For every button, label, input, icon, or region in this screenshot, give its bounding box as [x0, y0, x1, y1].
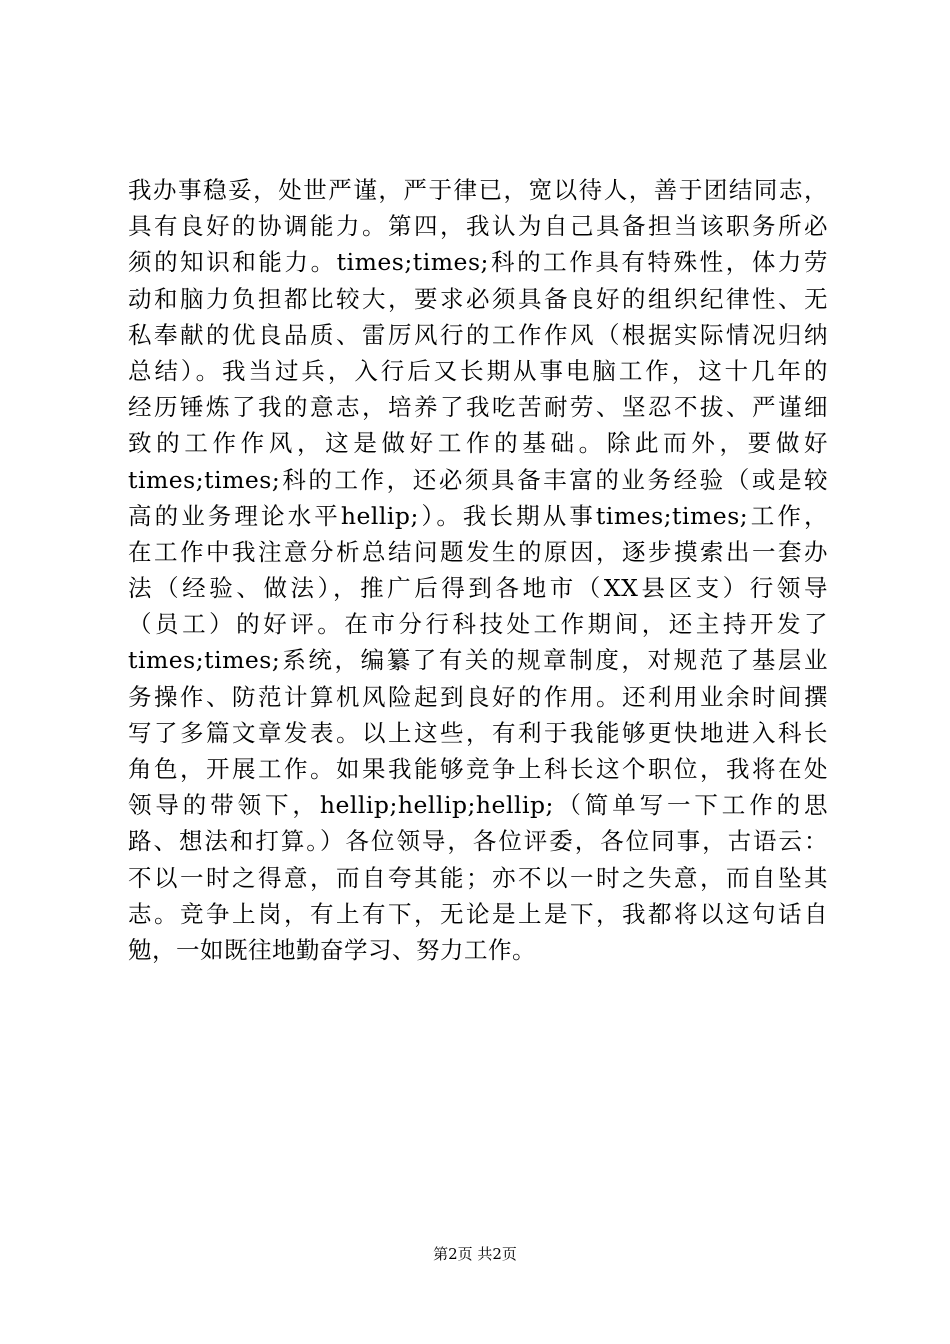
text-line-10: 高的业务理论水平hellip;）。我长期从事times;times;工作， [128, 501, 828, 530]
text-line-20: 不以一时之得意，而自夸其能；亦不以一时之失意，而自坠其 [128, 863, 828, 892]
text-line-17: 角色，开展工作。如果我能够竞争上科长这个职位，我将在处 [128, 755, 828, 783]
page-number: 第2页 共2页 [433, 1245, 517, 1263]
page-footer [0, 1243, 950, 1265]
text-line-12: 法（经验、做法），推广后得到各地市（XX县区支）行领导 [128, 574, 828, 603]
text-line-15: 务操作、防范计算机风险起到良好的作用。还利用业余时间撰 [128, 682, 828, 711]
text-line-13: （员工）的好评。在市分行科技处工作期间，还主持开发了 [128, 610, 828, 639]
text-line-4: 动和脑力负担都比较大，要求必须具备良好的组织纪律性、无 [128, 284, 828, 313]
text-line-2: 具有良好的协调能力。第四，我认为自己具备担当该职务所必 [128, 212, 828, 241]
text-line-1: 我办事稳妥，处世严谨，严于律已，宽以待人，善于团结同志， [128, 176, 828, 204]
text-line-18: 领导的带领下，hellip;hellip;hellip;（简单写一下工作的思 [128, 791, 828, 820]
text-line-14: times;times;系统，编纂了有关的规章制度，对规范了基层业 [128, 646, 828, 675]
text-line-6: 总结）。我当过兵，入行后又长期从事电脑工作，这十几年的 [128, 356, 828, 385]
text-line-11: 在工作中我注意分析总结问题发生的原因，逐步摸索出一套办 [128, 537, 828, 566]
text-line-19: 路、想法和打算。）各位领导，各位评委，各位同事，古语云： [128, 827, 828, 856]
text-line-7: 经历锤炼了我的意志，培养了我吃苦耐劳、坚忍不拔、严谨细 [128, 393, 828, 422]
text-line-22: 勉，一如既往地勤奋学习、努力工作。 [128, 935, 536, 964]
text-line-16: 写了多篇文章发表。以上这些，有利于我能够更快地进入科长 [128, 718, 828, 747]
text-line-5: 私奉献的优良品质、雷厉风行的工作作风（根据实际情况归纳 [128, 320, 828, 349]
text-line-3: 须的知识和能力。times;times;科的工作具有特殊性，体力劳 [128, 248, 828, 277]
text-line-9: times;times;科的工作，还必须具备丰富的业务经验（或是较 [128, 465, 828, 494]
text-line-8: 致的工作作风，这是做好工作的基础。除此而外，要做好 [128, 429, 828, 458]
text-line-21: 志。竞争上岗，有上有下，无论是上是下，我都将以这句话自 [128, 899, 828, 928]
body-text [128, 172, 828, 968]
